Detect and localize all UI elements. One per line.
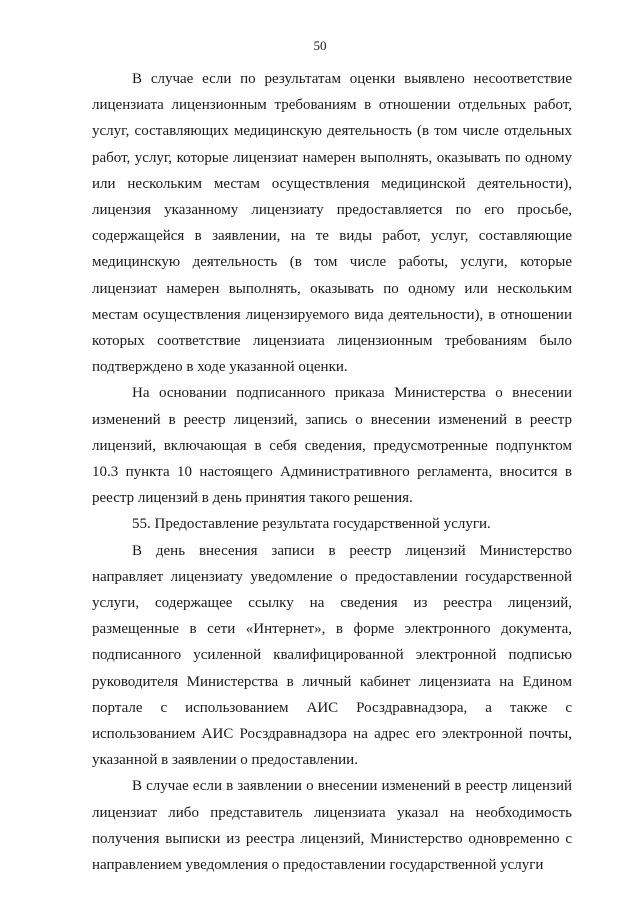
paragraph-section-55-heading: 55. Предоставление результата государственной услуги. [132, 516, 491, 533]
paragraph-registry-entry: На основании подписанного приказа Министерства о внесении изменений в реестр лицензий, запись о внесении изменений в реестр лицензий, включающая в себя сведения, предусмотренные подпунктом 10.3 пункта 10 настоящего Административного регламента, вносится в реестр лицензий в день принятия такого решения. [92, 385, 572, 507]
paragraph-notification: В день внесения записи в реестр лицензий Министерство направляет лицензиату уведомление о предоставлении государственной услуги, содержащее ссылку на сведения из реестра лицензий, размещенные в сети «Интернет», в форме электронного документа, подписанного усиленной квалифицированной электронной подписью руководителя Министерства в личный кабинет лицензиата на Едином портале с использованием АИС Росздравнадзора, а также с использованием АИС Росздравнадзора на адрес его электронной почты, указанной в заявлении о предоставлении. [92, 542, 572, 769]
body-text [92, 66, 572, 878]
paragraph-assessment-mismatch: В случае если по результатам оценки выявлено несоответствие лицензиата лицензионным требованиям в отношении отдельных работ, услуг, составляющих медицинскую деятельность (в том числе отдельных работ, услуг, которые лицензиат намерен выполнять, оказывать по одному или нескольким местам осуществления медицинской деятельности), лицензия указанному лицензиату предоставляется по его просьбе, содержащейся в заявлении, на те виды работ, услуг, составляющие медицинскую деятельность (в том числе работы, услуги, которые лицензиат намерен выполнять, оказывать по одному или нескольким местам осуществления лицензируемого вида деятельности), в отношении которых соответствие лицензиата лицензионным требованиям было подтверждено в ходе указанной оценки. [92, 71, 572, 376]
page-number: 50 [313, 38, 327, 53]
paragraph-registry-extract: В случае если в заявлении о внесении изменений в реестр лицензий лицензиат либо представитель лицензиата указал на необходимость получения выписки из реестра лицензий, Министерство одновременно с направлением уведомления о предоставлении государственной услуги [92, 778, 572, 874]
